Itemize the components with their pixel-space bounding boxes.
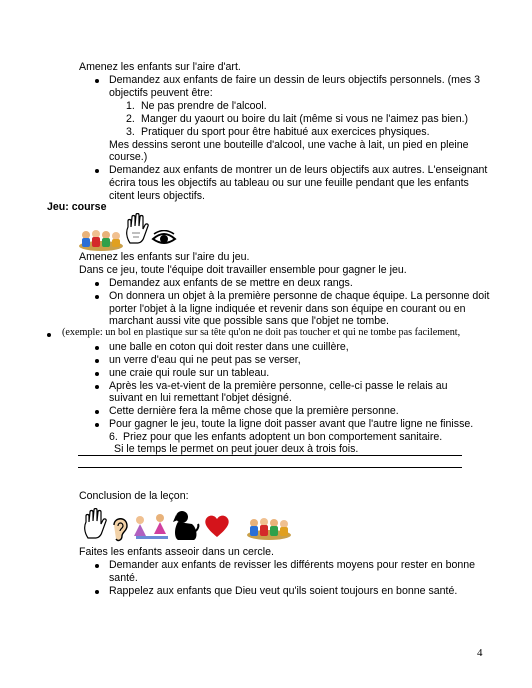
hand-icon xyxy=(124,213,150,245)
divider-line xyxy=(78,455,462,456)
example-item-5: Cette dernière fera la même chose que la première personne. xyxy=(109,405,399,417)
bullet xyxy=(95,79,99,83)
children-group-icon xyxy=(78,226,124,252)
drawing-note-line-2: course.) xyxy=(109,151,148,163)
objective-2: Manger du yaourt ou boire du lait (même si vous ne l'aimez pas bien.) xyxy=(141,113,469,125)
art-bullet-1-line-1: Demandez aux enfants de faire un dessin de leurs objectifs personnels. (mes 3 xyxy=(109,74,480,86)
list-number: 3. xyxy=(126,126,135,138)
example-item-3: une craie qui roule sur un tableau. xyxy=(109,367,270,379)
bullet xyxy=(95,423,99,427)
conclusion-paragraph: Faites les enfants asseoir dans un cercle. xyxy=(79,546,274,558)
art-intro: Amenez les enfants sur l'aire d'art. xyxy=(79,61,241,73)
example-item-4-line-1: Après les va-et-vient de la première personne, celle-ci passe le relais au xyxy=(109,380,448,392)
bullet xyxy=(47,333,51,337)
bullet xyxy=(95,590,99,594)
game-bullet-2-line-3: marchant aussi vite que possible sans que l'objet ne tombe. xyxy=(109,315,389,327)
dog-icon xyxy=(170,508,200,542)
ear-icon xyxy=(110,515,130,543)
art-bullet-2-line-2: écrira tous les objectifs au tableau ou sur une feuille pendant que les enfants xyxy=(109,177,469,189)
children-group-icon xyxy=(246,513,292,541)
game-heading xyxy=(47,201,106,214)
divider-line xyxy=(78,467,462,468)
game-bullet-2-line-1: On donnera un objet à la première personne de chaque équipe. La personne doit xyxy=(109,290,490,302)
bullet xyxy=(95,169,99,173)
art-bullet-2-line-3: citent leurs objectifs. xyxy=(109,190,205,202)
list-number: 1. xyxy=(126,100,135,112)
hand-icon xyxy=(82,508,108,540)
example-item-1: une balle en coton qui doit rester dans une cuillère, xyxy=(109,341,349,353)
list-number: 2. xyxy=(126,113,135,125)
conclusion-bullet-2: Rappelez aux enfants que Dieu veut qu'ils soient toujours en bonne santé. xyxy=(109,585,458,597)
bullet xyxy=(95,295,99,299)
bullet xyxy=(95,372,99,376)
list-number: 6. xyxy=(109,431,118,443)
conclusion-bullet-1-line-2: santé. xyxy=(109,572,138,584)
objective-1: Ne pas prendre de l'alcool. xyxy=(141,100,267,112)
example-line: (exemple: un bol en plastique sur sa tête qu'on ne doit pas toucher et qui ne tombe pas facilement, xyxy=(62,327,461,338)
heart-icon xyxy=(204,514,230,538)
example-item-2: un verre d'eau qui ne peut pas se verser, xyxy=(109,354,301,366)
game-bullet-2-line-2: porter l'objet à la ligne indiquée et revenir dans son équipe en courant ou en xyxy=(109,303,466,315)
drawing-note-line-1: Mes dessins seront une bouteille d'alcool, une vache à lait, un pied en pleine xyxy=(109,139,469,151)
example-item-4-line-2: suivant en lui remettant l'objet désigné. xyxy=(109,392,292,404)
page-number: 4 xyxy=(477,647,483,659)
art-bullet-2-line-1: Demandez aux enfants de montrer un de leurs objectifs aux autres. L'enseignant xyxy=(109,164,488,176)
kids-playing-icon xyxy=(130,512,172,542)
bullet xyxy=(95,346,99,350)
bullet xyxy=(95,564,99,568)
art-bullet-1-line-2: objectifs peuvent être: xyxy=(109,87,213,99)
game-heading-text: Jeu: course xyxy=(47,201,107,213)
bullet xyxy=(95,385,99,389)
example-item-6: Pour gagner le jeu, toute la ligne doit passer avant que l'autre ligne ne finisse. xyxy=(109,418,474,430)
conclusion-heading: Conclusion de la leçon: xyxy=(79,490,189,502)
prayer-line: Priez pour que les enfants adoptent un bon comportement sanitaire. xyxy=(123,431,443,443)
bullet xyxy=(95,410,99,414)
objective-3: Pratiquer du sport pour être habitué aux exercices physiques. xyxy=(141,126,430,138)
bullet xyxy=(95,359,99,363)
game-paragraph-1: Amenez les enfants sur l'aire du jeu. xyxy=(79,251,250,263)
bullet xyxy=(95,282,99,286)
game-paragraph-2: Dans ce jeu, toute l'équipe doit travailler ensemble pour gagner le jeu. xyxy=(79,264,407,276)
game-bullet-1: Demandez aux enfants de se mettre en deux rangs. xyxy=(109,277,353,289)
conclusion-bullet-1-line-1: Demander aux enfants de revisser les différents moyens pour rester en bonne xyxy=(109,559,476,571)
eye-icon xyxy=(151,230,177,248)
repeat-note: Si le temps le permet on peut jouer deux à trois fois. xyxy=(114,443,359,455)
